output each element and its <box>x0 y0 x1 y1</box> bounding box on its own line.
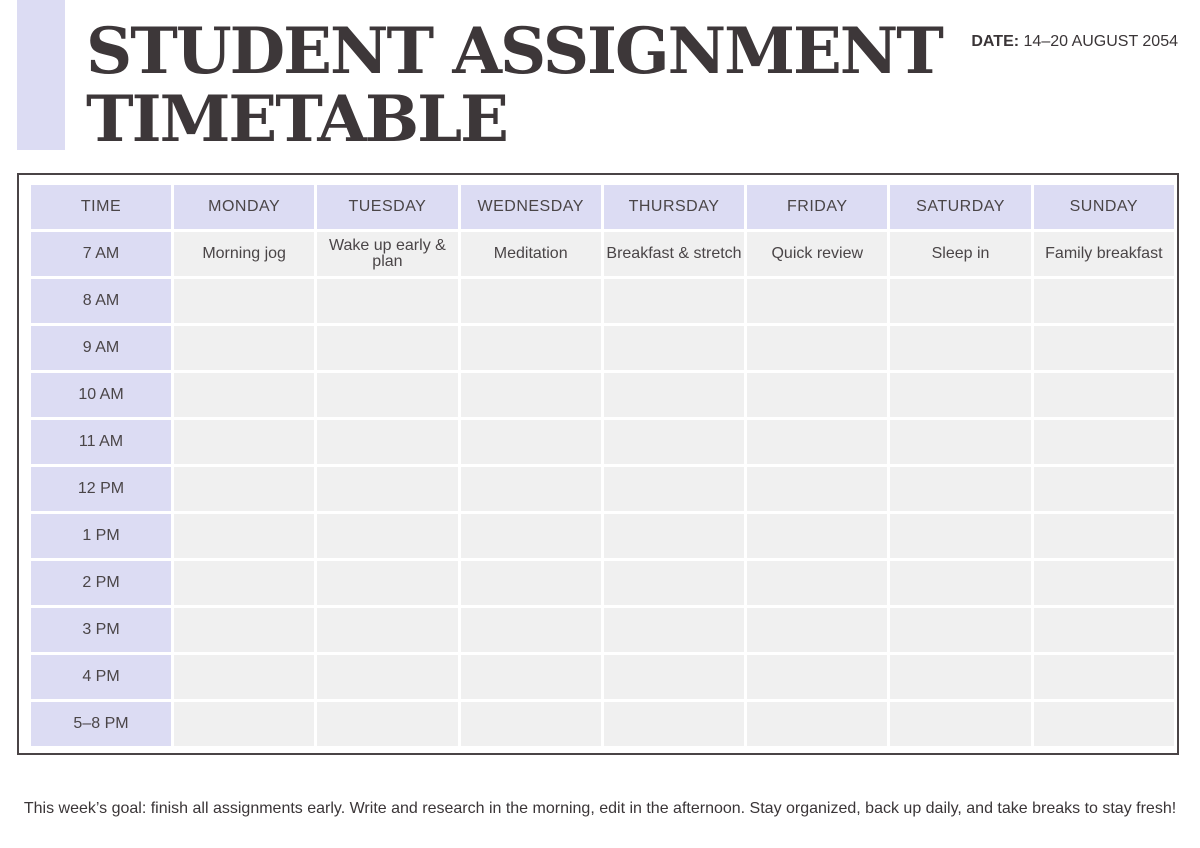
schedule-cell[interactable] <box>174 467 314 511</box>
schedule-cell[interactable] <box>461 467 601 511</box>
time-slot-label: 4 PM <box>31 655 171 699</box>
table-row <box>31 279 1174 323</box>
schedule-cell[interactable] <box>317 561 457 605</box>
schedule-cell[interactable] <box>604 420 744 464</box>
schedule-cell[interactable] <box>604 326 744 370</box>
time-slot-label: 7 AM <box>31 232 171 276</box>
schedule-cell[interactable] <box>604 514 744 558</box>
schedule-cell[interactable] <box>890 702 1030 746</box>
table-row <box>31 467 1174 511</box>
accent-bar <box>17 0 65 150</box>
column-header-sunday: SUNDAY <box>1034 185 1174 229</box>
schedule-cell[interactable] <box>747 279 887 323</box>
time-slot-label: 5–8 PM <box>31 702 171 746</box>
schedule-cell[interactable] <box>890 279 1030 323</box>
schedule-cell[interactable] <box>747 420 887 464</box>
schedule-cell[interactable] <box>174 279 314 323</box>
schedule-cell[interactable] <box>461 279 601 323</box>
table-row <box>31 561 1174 605</box>
column-header-wednesday: WEDNESDAY <box>461 185 601 229</box>
schedule-cell[interactable] <box>174 373 314 417</box>
schedule-cell[interactable] <box>890 373 1030 417</box>
schedule-cell[interactable] <box>890 655 1030 699</box>
column-header-friday: FRIDAY <box>747 185 887 229</box>
schedule-cell[interactable] <box>890 467 1030 511</box>
schedule-cell[interactable] <box>1034 467 1174 511</box>
schedule-cell[interactable] <box>604 702 744 746</box>
schedule-cell[interactable] <box>604 608 744 652</box>
schedule-cell[interactable] <box>747 326 887 370</box>
time-slot-label: 3 PM <box>31 608 171 652</box>
schedule-cell[interactable] <box>317 702 457 746</box>
schedule-cell[interactable] <box>461 373 601 417</box>
date-label: DATE: <box>971 33 1020 50</box>
schedule-cell[interactable] <box>461 608 601 652</box>
time-slot-label: 12 PM <box>31 467 171 511</box>
timetable <box>28 182 1177 749</box>
schedule-cell[interactable] <box>461 655 601 699</box>
schedule-cell[interactable] <box>747 655 887 699</box>
date-line <box>971 33 1178 51</box>
time-slot-label: 11 AM <box>31 420 171 464</box>
schedule-cell[interactable] <box>461 420 601 464</box>
table-row <box>31 655 1174 699</box>
schedule-cell[interactable] <box>317 420 457 464</box>
schedule-cell[interactable] <box>747 514 887 558</box>
schedule-cell[interactable] <box>1034 514 1174 558</box>
schedule-cell[interactable]: Quick review <box>747 232 887 276</box>
column-header-time: TIME <box>31 185 171 229</box>
schedule-cell[interactable]: Wake up early & plan <box>317 232 457 276</box>
weekly-goal-note: This week’s goal: finish all assignments early. Write and research in the morning, edit in the afternoon. Stay organized, back up daily, and take breaks to stay fresh! <box>23 800 1177 817</box>
timetable-frame <box>17 173 1179 755</box>
date-value: 14–20 AUGUST 2054 <box>1019 33 1178 50</box>
schedule-cell[interactable] <box>747 702 887 746</box>
schedule-cell[interactable]: Morning jog <box>174 232 314 276</box>
schedule-cell[interactable] <box>1034 373 1174 417</box>
schedule-cell[interactable] <box>174 702 314 746</box>
header-row <box>31 185 1174 229</box>
schedule-cell[interactable] <box>747 608 887 652</box>
schedule-cell[interactable] <box>1034 279 1174 323</box>
schedule-cell[interactable] <box>317 514 457 558</box>
schedule-cell[interactable] <box>317 608 457 652</box>
schedule-cell[interactable] <box>604 373 744 417</box>
schedule-cell[interactable] <box>174 561 314 605</box>
table-row <box>31 232 1174 276</box>
schedule-cell[interactable] <box>1034 655 1174 699</box>
table-row <box>31 702 1174 746</box>
time-slot-label: 1 PM <box>31 514 171 558</box>
schedule-cell[interactable] <box>317 373 457 417</box>
schedule-cell[interactable] <box>604 467 744 511</box>
schedule-cell[interactable] <box>174 326 314 370</box>
schedule-cell[interactable] <box>174 420 314 464</box>
timetable-body <box>31 232 1174 746</box>
schedule-cell[interactable] <box>604 279 744 323</box>
schedule-cell[interactable] <box>1034 608 1174 652</box>
column-header-tuesday: TUESDAY <box>317 185 457 229</box>
title-line-1: STUDENT ASSIGNMENT <box>86 14 942 89</box>
schedule-cell[interactable] <box>890 514 1030 558</box>
schedule-cell[interactable] <box>1034 561 1174 605</box>
schedule-cell[interactable] <box>174 655 314 699</box>
page-title <box>86 14 942 157</box>
table-row <box>31 514 1174 558</box>
schedule-cell[interactable] <box>1034 702 1174 746</box>
title-line-2: TIMETABLE <box>86 82 507 157</box>
schedule-cell[interactable] <box>1034 420 1174 464</box>
schedule-cell[interactable] <box>317 279 457 323</box>
schedule-cell[interactable] <box>890 561 1030 605</box>
table-row <box>31 373 1174 417</box>
column-header-saturday: SATURDAY <box>890 185 1030 229</box>
schedule-cell[interactable] <box>890 420 1030 464</box>
schedule-cell[interactable] <box>174 608 314 652</box>
column-header-monday: MONDAY <box>174 185 314 229</box>
time-slot-label: 2 PM <box>31 561 171 605</box>
schedule-cell[interactable] <box>317 655 457 699</box>
schedule-cell[interactable] <box>461 326 601 370</box>
schedule-cell[interactable] <box>604 655 744 699</box>
schedule-cell[interactable] <box>747 373 887 417</box>
schedule-cell[interactable] <box>1034 326 1174 370</box>
schedule-cell[interactable] <box>461 514 601 558</box>
schedule-cell[interactable] <box>461 702 601 746</box>
schedule-cell[interactable] <box>604 561 744 605</box>
table-row <box>31 326 1174 370</box>
schedule-cell[interactable] <box>174 514 314 558</box>
time-slot-label: 9 AM <box>31 326 171 370</box>
schedule-cell[interactable]: Breakfast & stretch <box>604 232 744 276</box>
column-header-thursday: THURSDAY <box>604 185 744 229</box>
time-slot-label: 10 AM <box>31 373 171 417</box>
schedule-cell[interactable] <box>747 467 887 511</box>
table-row <box>31 608 1174 652</box>
schedule-cell[interactable]: Meditation <box>461 232 601 276</box>
schedule-cell[interactable] <box>317 467 457 511</box>
schedule-cell[interactable]: Sleep in <box>890 232 1030 276</box>
schedule-cell[interactable]: Family breakfast <box>1034 232 1174 276</box>
schedule-cell[interactable] <box>317 326 457 370</box>
time-slot-label: 8 AM <box>31 279 171 323</box>
schedule-cell[interactable] <box>461 561 601 605</box>
schedule-cell[interactable] <box>747 561 887 605</box>
table-row <box>31 420 1174 464</box>
schedule-cell[interactable] <box>890 608 1030 652</box>
schedule-cell[interactable] <box>890 326 1030 370</box>
